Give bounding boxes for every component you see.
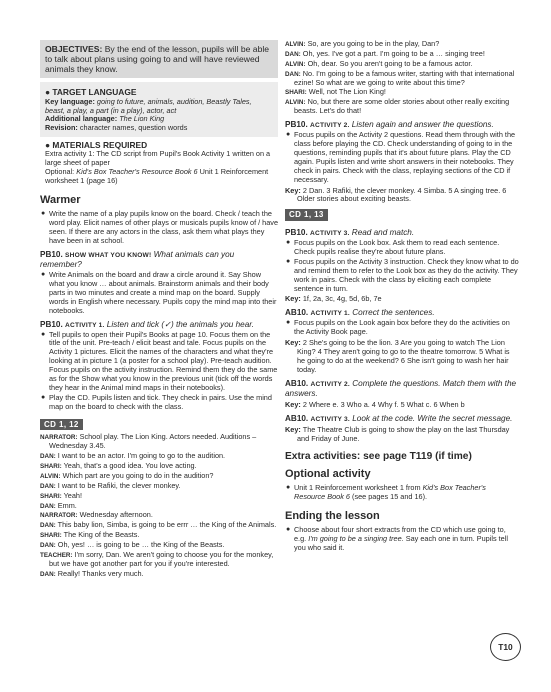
script-line bbox=[40, 502, 278, 511]
list-item: ● Focus pupils on the Activity 3 instruction. Check they know what to do and remind them to refer to the Look box as they do the activity. They work in pairs. Check with the class by eliciting each complete sentence in turn. bbox=[286, 256, 519, 293]
line-text: Wednesday afternoon. bbox=[79, 510, 153, 520]
objectives-box bbox=[40, 40, 278, 78]
list-item: ● Write the name of a play pupils know on the board. Check / teach the word play. Elicit names of other plays or musicals pupils know of / have seen. If there are any actors in the class, ask them what plays they have been in at school. bbox=[41, 209, 279, 246]
pb10-activity2-heading: PB10. ACTIVITY 2. Listen again and answer the questions. bbox=[285, 120, 494, 130]
optional-activity-heading: Optional activity bbox=[285, 467, 371, 480]
cd-track-badge: CD 1, 12 bbox=[40, 419, 83, 431]
line-text: I want to be an actor. I'm going to go to the audition. bbox=[57, 451, 226, 461]
speaker-label: DAN: bbox=[40, 570, 56, 578]
speaker-label: ALVIN: bbox=[285, 60, 306, 68]
script-line bbox=[285, 60, 519, 69]
materials-section bbox=[40, 140, 278, 186]
line-text: No, but there are some older stories about other really exciting beasts. Let's do that! bbox=[294, 97, 510, 116]
line-text: Which part are you going to do in the audition? bbox=[62, 470, 214, 480]
script-line bbox=[285, 50, 519, 59]
list-item: ● Tell pupils to open their Pupil's Books at page 10. Focus them on the title of the unit. Pre-teach / elicit beast and tale. Focus pupils on the Activity 1 pictures. Elicit the names of the characters and what they're looking at in picture 1 (a poster for a school play). Pre-teach audition. Focus pupils on the activity instruction. Remind them they do the same as for the Show what you know in the previous unit (tick off the words they hear in the Animal mind maps in their notebooks). bbox=[41, 329, 278, 392]
answer-key: Key: 1f, 2a, 3c, 4g, 5d, 6b, 7e bbox=[285, 294, 382, 304]
speaker-label: SHARI: bbox=[285, 89, 307, 97]
audio-script bbox=[40, 433, 278, 578]
pb10-activity3-list bbox=[285, 239, 519, 293]
speaker-label: DAN: bbox=[40, 542, 56, 550]
line-text: Really! Thanks very much. bbox=[57, 568, 144, 578]
list-item: ● Focus pupils on the Look box. Ask them to read each sentence. Check pupils realise they're about future plans. bbox=[286, 238, 500, 256]
ending-heading: Ending the lesson bbox=[285, 510, 380, 523]
cd-track-badge: CD 1, 13 bbox=[285, 209, 328, 221]
right-column bbox=[285, 40, 519, 555]
line-text: The King of the Beasts. bbox=[63, 530, 140, 540]
speaker-label: DAN: bbox=[40, 482, 56, 490]
line-text: Well, not The Lion King! bbox=[308, 87, 386, 97]
speaker-label: ALVIN: bbox=[285, 41, 306, 48]
materials-line1: Extra activity 1: The CD script from Pupil's Book Activity 1 written on a large sheet of paper bbox=[45, 149, 271, 168]
script-line bbox=[40, 570, 278, 579]
speaker-label: DAN: bbox=[40, 522, 56, 530]
audio-script-continued bbox=[285, 40, 519, 116]
line-text: School play. The Lion King. Actors needed. Auditions – Wednesday 3.45. bbox=[49, 432, 257, 451]
line-text: This baby lion, Simba, is going to be errr … the King of the Animals. bbox=[57, 520, 277, 530]
objectives-text: By the end of the lesson, pupils will be able to talk about plans using going to and will have reviewed animals they know. bbox=[45, 44, 270, 75]
ab10-activity3-heading: AB10. ACTIVITY 3. Look at the code. Write the secret message. bbox=[285, 413, 513, 423]
speaker-label: DAN: bbox=[40, 453, 56, 461]
line-text: I'm sorry, Dan. We aren't going to choose you for the monkey, but we have got another part for you if you're interested. bbox=[49, 549, 274, 568]
script-line bbox=[40, 433, 278, 451]
line-text: Oh, yes. I've got a part. I'm going to be a … singing tree! bbox=[302, 48, 485, 58]
optional-list bbox=[285, 484, 519, 502]
script-line bbox=[40, 531, 278, 540]
speaker-label: SHARI: bbox=[40, 532, 62, 540]
target-heading: ● TARGET LANGUAGE bbox=[45, 87, 137, 98]
speaker-label: TEACHER: bbox=[40, 551, 73, 559]
list-item: ● Choose about four short extracts from the CD which use going to, e.g. I'm going to be a singing tree. Say each one in turn. Pupils tell you who said it. bbox=[286, 525, 508, 553]
script-line bbox=[285, 40, 519, 49]
line-text: I want to be Rafiki, the clever monkey. bbox=[57, 480, 181, 490]
script-line bbox=[40, 551, 278, 569]
script-line bbox=[285, 98, 519, 116]
revision: Revision: character names, question words bbox=[45, 123, 188, 133]
script-line bbox=[40, 452, 278, 461]
left-column bbox=[40, 40, 278, 580]
ending-list bbox=[285, 526, 519, 553]
speaker-label: SHARI: bbox=[40, 462, 62, 470]
line-text: So, are you going to be in the play, Dan? bbox=[307, 39, 440, 48]
pb10-activity1-list bbox=[40, 331, 278, 412]
pb10-activity1-heading: PB10. ACTIVITY 1. Listen and tick (✓) the animals you hear. bbox=[40, 319, 254, 329]
script-line bbox=[40, 511, 278, 520]
list-item: ● Play the CD. Pupils listen and tick. They check in pairs. Use the mind map on the board to check with the class. bbox=[41, 392, 272, 411]
ab10-activity2-heading: AB10. ACTIVITY 2. Complete the questions. Match them with the answers. bbox=[285, 378, 517, 398]
answer-key: Key: 2 Where e. 3 Who a. 4 Why f. 5 What c. 6 When b bbox=[285, 399, 465, 409]
speaker-label: NARRATOR: bbox=[40, 434, 78, 442]
warmer-list bbox=[40, 210, 278, 246]
pb10-show-what-you-know-heading: PB10. SHOW WHAT YOU KNOW! What animals can you remember? bbox=[40, 250, 235, 270]
list-item: ● Unit 1 Reinforcement worksheet 1 from Kid's Box Teacher's Resource Book 6 (see pages 15 and 16). bbox=[286, 483, 486, 502]
line-text: Yeah! bbox=[63, 490, 83, 500]
script-line bbox=[285, 88, 519, 97]
materials-heading: ● MATERIALS REQUIRED bbox=[45, 140, 148, 151]
pb10-activity2-list bbox=[285, 131, 519, 184]
pb10-show-list bbox=[40, 271, 278, 315]
line-text: Emm. bbox=[57, 500, 77, 510]
script-line bbox=[40, 492, 278, 501]
speaker-label: ALVIN: bbox=[285, 99, 306, 107]
ab10-activity1-heading: AB10. ACTIVITY 1. Correct the sentences. bbox=[285, 308, 435, 318]
list-item: ● Write Animals on the board and draw a circle around it. Say Show what you know … about animals. Brainstorm animals and their body parts in two minutes and create a mind map on the board. Supply words in English where necessary. Pupils copy the mind map into their notebooks. bbox=[41, 270, 277, 315]
ab10-activity1-list bbox=[285, 319, 519, 337]
script-line bbox=[40, 541, 278, 550]
materials-line2: Optional: Kid's Box Teacher's Resource Book 6 Unit 1 Reinforcement worksheet 1 (page 16) bbox=[45, 167, 269, 186]
list-item: ● Focus pupils on the Look again box before they do the activities on the Activity Book page. bbox=[286, 318, 510, 337]
speaker-label: DAN: bbox=[285, 50, 301, 58]
script-line bbox=[285, 70, 519, 88]
speaker-label: DAN: bbox=[285, 70, 301, 78]
extra-activities-heading: Extra activities: see page T119 (if time) bbox=[285, 451, 472, 463]
target-language-box bbox=[40, 82, 278, 137]
list-item: ● Focus pupils on the Activity 2 questions. Read them through with the class before playing the CD. Check understanding of going to in the questions, reminding pupils that it's about future plans. Play the CD again. Pupils listen and write short answers in their notebooks. They check in pairs. Check with the class, replaying sections of the CD if necessary. bbox=[286, 130, 516, 184]
warmer-heading: Warmer bbox=[40, 194, 81, 207]
page-number: T10 bbox=[490, 633, 521, 661]
objectives-label: OBJECTIVES: bbox=[45, 44, 103, 54]
key-language: Key language: going to future, animals, audition, Beastly Tales, beast, a play, a part (in a play), actor, act bbox=[45, 96, 252, 115]
additional-language: Additional language: The Lion King bbox=[45, 114, 165, 124]
line-text: No. I'm going to be a famous writer, starting with that international ezine! So what are we going to write about this time? bbox=[294, 68, 515, 87]
line-text: Oh, dear. So you aren't going to be a famous actor. bbox=[307, 58, 473, 68]
script-line bbox=[40, 521, 278, 530]
speaker-label: ALVIN: bbox=[40, 472, 61, 480]
answer-key: Key: The Theatre Club is going to show the play on the last Thursday and Friday of June. bbox=[285, 424, 510, 443]
speaker-label: DAN: bbox=[40, 502, 56, 510]
script-line bbox=[40, 462, 278, 471]
answer-key: Key: 2 Dan. 3 Rafiki, the clever monkey. 4 Simba. 5 A singing tree. 6 Older stories about exciting beasts. bbox=[285, 185, 507, 204]
script-line bbox=[40, 482, 278, 491]
speaker-label: NARRATOR: bbox=[40, 512, 78, 520]
script-line bbox=[40, 472, 278, 481]
line-text: Oh, yes! … is going to be … the King of the Beasts. bbox=[57, 540, 225, 550]
line-text: Yeah, that's a good idea. You love acting. bbox=[63, 460, 197, 470]
answer-key: Key: 2 She's going to be the lion. 3 Are you going to watch The Lion King? 4 They aren't going to go to the theatre tomorrow. 5 What is he going to do at the weekend? 6 She isn't going to wash her hair today. bbox=[285, 338, 510, 374]
speaker-label: SHARI: bbox=[40, 492, 62, 500]
pb10-activity3-heading: PB10. ACTIVITY 3. Read and match. bbox=[285, 228, 415, 238]
